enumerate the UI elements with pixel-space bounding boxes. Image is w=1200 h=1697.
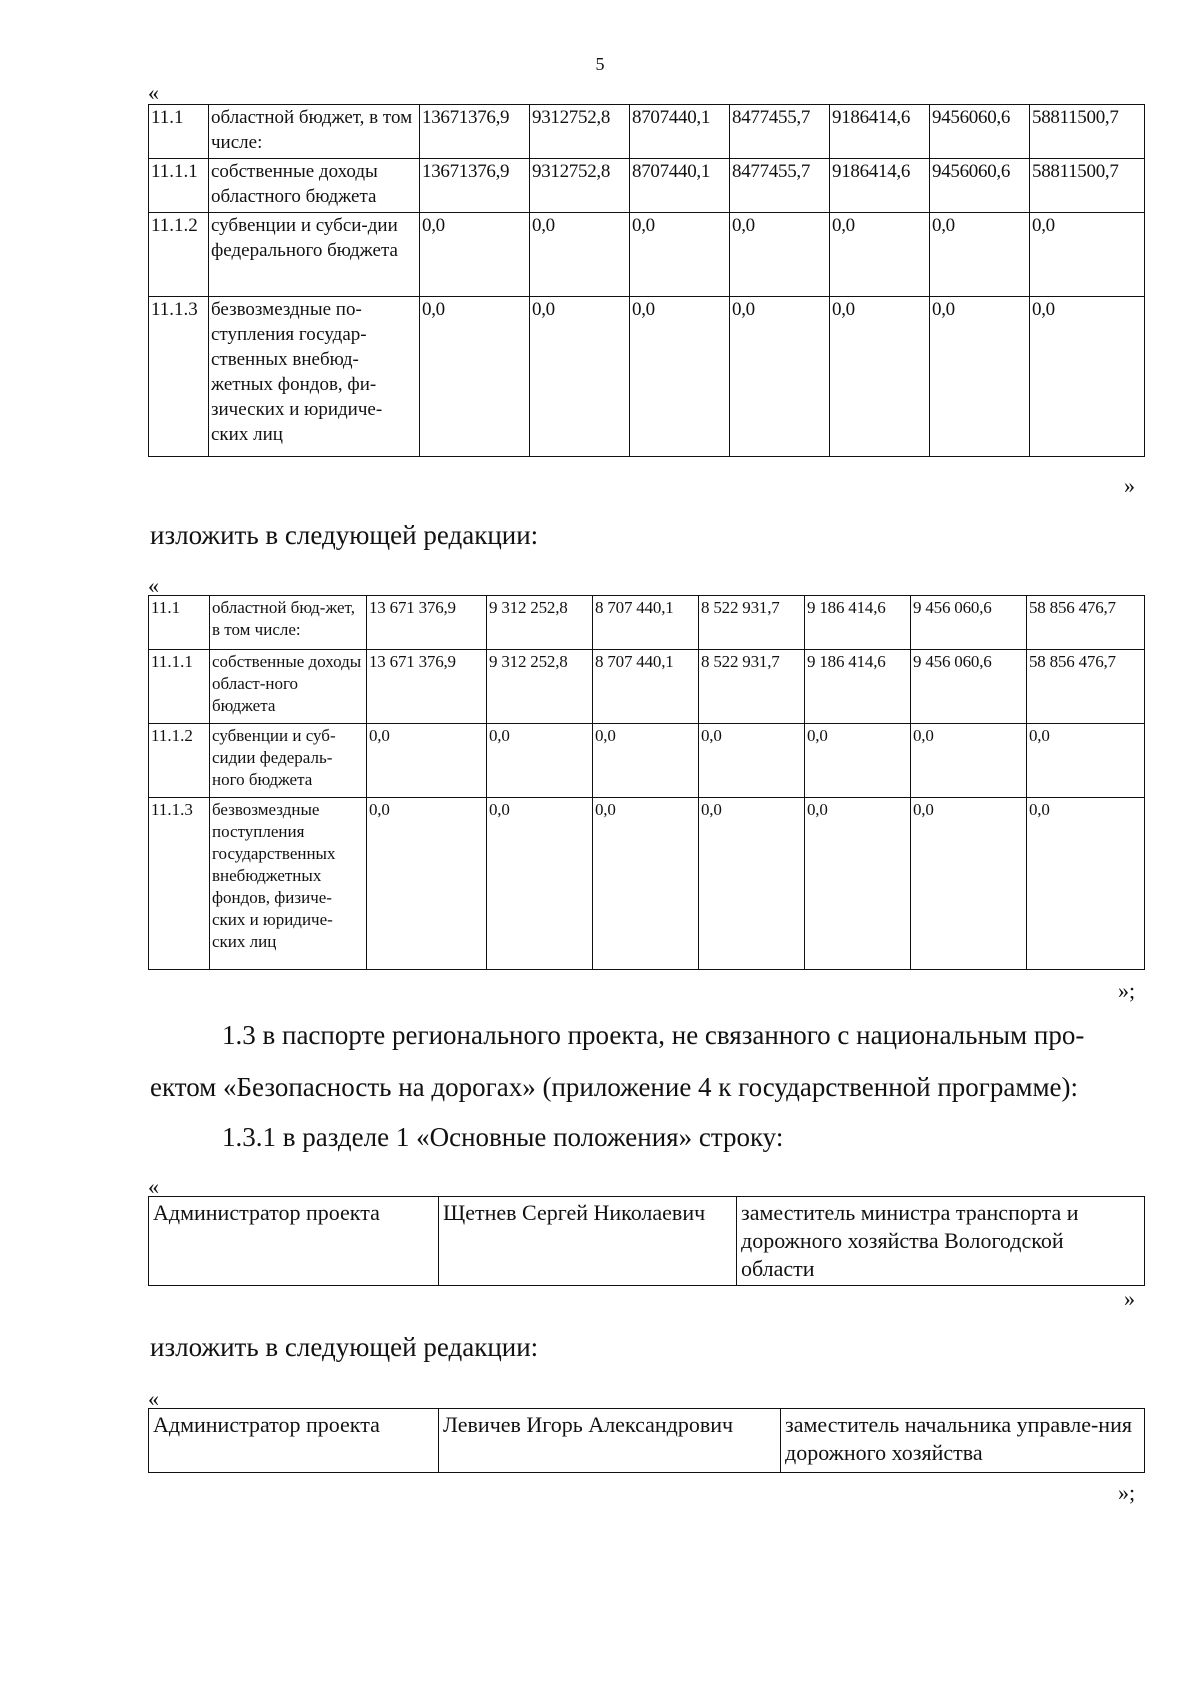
value-cell: 9312752,8 [530, 105, 630, 159]
row-label-cell: субвенции и субси-дии федерального бюджета [209, 213, 420, 297]
row-label-cell: безвозмездные поступления государственных внебюджетных фондов, физиче-ских и юридиче-ских лиц [210, 798, 367, 970]
value-cell: 0,0 [487, 724, 593, 798]
close-quote: » [1124, 473, 1135, 498]
finance-table-new [148, 595, 1145, 970]
paragraph-1-3-line-1: 1.3 в паспорте регионального проекта, не связанного с национальным про- [222, 1020, 1085, 1050]
close-quote: »; [1118, 1480, 1136, 1505]
value-cell: 0,0 [420, 213, 530, 297]
finance-table-old [148, 104, 1145, 457]
value-cell: 0,0 [630, 297, 730, 457]
value-cell: 8 707 440,1 [593, 650, 699, 724]
value-cell: 13671376,9 [420, 159, 530, 213]
value-cell: 9 312 252,8 [487, 650, 593, 724]
value-cell: 0,0 [367, 798, 487, 970]
value-cell: 9 186 414,6 [805, 596, 911, 650]
row-code-cell: 11.1.2 [149, 724, 210, 798]
row-label-cell: безвозмездные по-ступления государ-ственных внебюд-жетных фондов, фи-зических и юридиче-ских лиц [209, 297, 420, 457]
value-cell: 0,0 [911, 798, 1027, 970]
paragraph-1-3-1: 1.3.1 в разделе 1 «Основные положения» строку: [222, 1122, 784, 1152]
admin-role-cell: Администратор проекта [149, 1197, 439, 1286]
value-cell: 8707440,1 [630, 105, 730, 159]
value-cell: 0,0 [730, 297, 830, 457]
value-cell: 0,0 [630, 213, 730, 297]
edit-instruction: изложить в следующей редакции: [150, 1332, 539, 1362]
row-code-cell: 11.1.1 [149, 650, 210, 724]
value-cell: 13 671 376,9 [367, 650, 487, 724]
admin-name-cell: Левичев Игорь Александрович [439, 1409, 781, 1473]
value-cell: 0,0 [1027, 798, 1145, 970]
value-cell: 0,0 [593, 724, 699, 798]
value-cell: 0,0 [830, 297, 930, 457]
admin-name-cell: Щетнев Сергей Николаевич [439, 1197, 737, 1286]
value-cell: 0,0 [593, 798, 699, 970]
row-label-cell: собственные доходы област-ного бюджета [210, 650, 367, 724]
value-cell: 0,0 [911, 724, 1027, 798]
value-cell: 13 671 376,9 [367, 596, 487, 650]
table-row [149, 650, 1145, 724]
value-cell: 0,0 [530, 297, 630, 457]
value-cell: 8477455,7 [730, 159, 830, 213]
value-cell: 9312752,8 [530, 159, 630, 213]
table-row [149, 1197, 1145, 1286]
value-cell: 8 522 931,7 [699, 650, 805, 724]
value-cell: 9456060,6 [930, 159, 1030, 213]
value-cell: 0,0 [805, 724, 911, 798]
value-cell: 8 522 931,7 [699, 596, 805, 650]
close-quote: » [1124, 1286, 1135, 1311]
row-code-cell: 11.1.3 [149, 798, 210, 970]
open-quote: « [148, 573, 159, 598]
page-number: 5 [595, 54, 605, 74]
value-cell: 0,0 [805, 798, 911, 970]
open-quote: « [148, 80, 159, 105]
open-quote: « [148, 1386, 159, 1411]
value-cell: 0,0 [699, 798, 805, 970]
table-row [149, 159, 1145, 213]
value-cell: 0,0 [1027, 724, 1145, 798]
value-cell: 0,0 [699, 724, 805, 798]
value-cell: 58 856 476,7 [1027, 650, 1145, 724]
value-cell: 58811500,7 [1030, 159, 1145, 213]
value-cell: 0,0 [530, 213, 630, 297]
row-code-cell: 11.1.2 [149, 213, 209, 297]
value-cell: 0,0 [487, 798, 593, 970]
value-cell: 9 186 414,6 [805, 650, 911, 724]
paragraph-1-3-line-2: ектом «Безопасность на дорогах» (приложение 4 к государственной программе): [150, 1072, 1079, 1102]
value-cell: 8477455,7 [730, 105, 830, 159]
value-cell: 9 312 252,8 [487, 596, 593, 650]
admin-position-cell: заместитель начальника управле-ния дорожного хозяйства [781, 1409, 1145, 1473]
value-cell: 9 456 060,6 [911, 596, 1027, 650]
row-code-cell: 11.1.1 [149, 159, 209, 213]
table-row [149, 213, 1145, 297]
table-row [149, 1409, 1145, 1473]
row-label-cell: собственные доходы областного бюджета [209, 159, 420, 213]
value-cell: 0,0 [730, 213, 830, 297]
row-code-cell: 11.1 [149, 105, 209, 159]
value-cell: 58811500,7 [1030, 105, 1145, 159]
value-cell: 9186414,6 [830, 159, 930, 213]
row-code-cell: 11.1.3 [149, 297, 209, 457]
value-cell: 9186414,6 [830, 105, 930, 159]
value-cell: 0,0 [930, 297, 1030, 457]
row-label-cell: субвенции и суб-сидии федераль-ного бюджета [210, 724, 367, 798]
table-row [149, 724, 1145, 798]
row-label-cell: областной бюджет, в том числе: [209, 105, 420, 159]
value-cell: 0,0 [420, 297, 530, 457]
value-cell: 0,0 [930, 213, 1030, 297]
value-cell: 8 707 440,1 [593, 596, 699, 650]
value-cell: 58 856 476,7 [1027, 596, 1145, 650]
table-row [149, 596, 1145, 650]
table-row [149, 297, 1145, 457]
value-cell: 0,0 [830, 213, 930, 297]
value-cell: 0,0 [1030, 297, 1145, 457]
table-row [149, 798, 1145, 970]
close-quote: »; [1118, 978, 1136, 1003]
value-cell: 9456060,6 [930, 105, 1030, 159]
value-cell: 8707440,1 [630, 159, 730, 213]
value-cell: 0,0 [367, 724, 487, 798]
row-code-cell: 11.1 [149, 596, 210, 650]
admin-role-cell: Администратор проекта [149, 1409, 439, 1473]
admin-position-cell: заместитель министра транспорта и дорожного хозяйства Вологодской области [737, 1197, 1145, 1286]
row-label-cell: областной бюд-жет, в том числе: [210, 596, 367, 650]
value-cell: 13671376,9 [420, 105, 530, 159]
admin-table-old [148, 1196, 1145, 1286]
table-row [149, 105, 1145, 159]
value-cell: 9 456 060,6 [911, 650, 1027, 724]
open-quote: « [148, 1174, 159, 1199]
value-cell: 0,0 [1030, 213, 1145, 297]
edit-instruction: изложить в следующей редакции: [150, 520, 539, 550]
admin-table-new [148, 1408, 1145, 1473]
